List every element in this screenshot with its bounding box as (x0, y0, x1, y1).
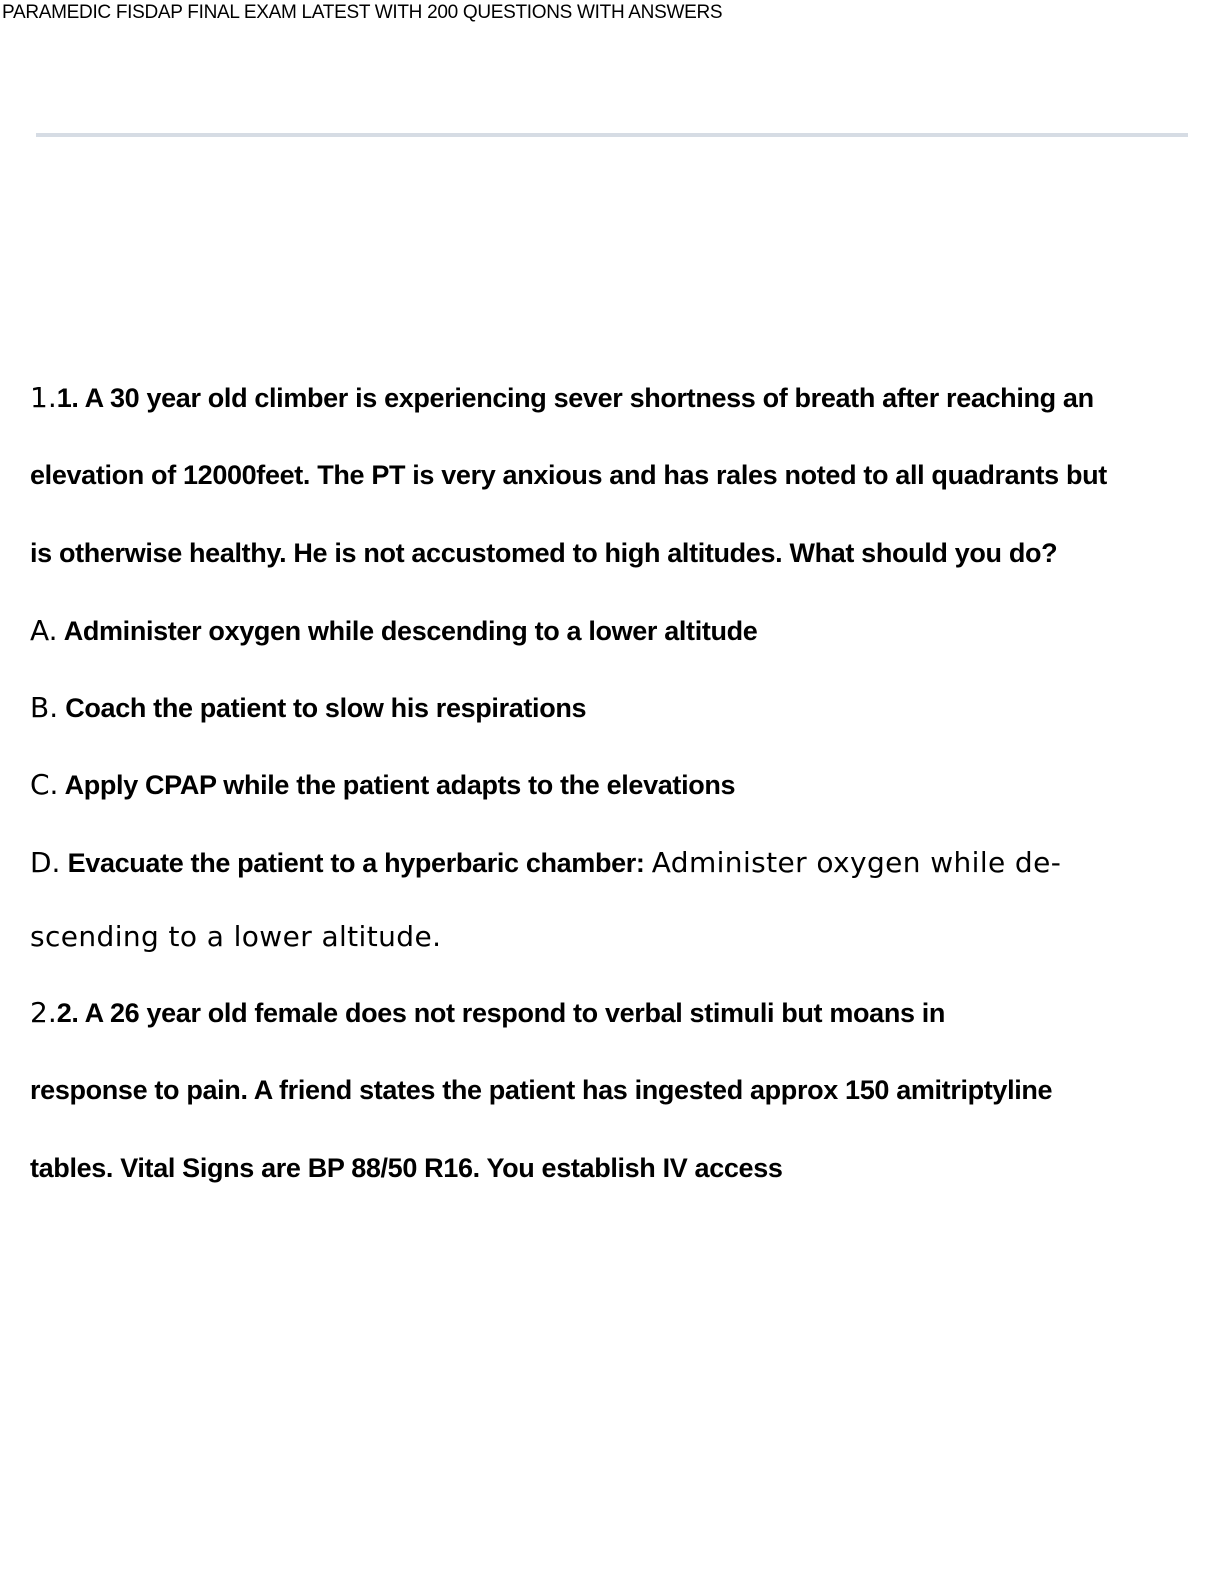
question-1-stem-line-2: elevation of 12000feet. The PT is very anxious and has rales noted to all quadrants but (30, 460, 1107, 490)
question-1-answer-line-2 (30, 920, 441, 954)
option-b-text: Coach the patient to slow his respirations (65, 693, 587, 723)
question-2-stem-text: 2. A 26 year old female does not respond to verbal stimuli but moans in (56, 998, 946, 1028)
option-d-letter: D. (30, 846, 61, 879)
question-2-stem-line-2: response to pain. A friend states the patient has ingested approx 150 amitriptyline (30, 1075, 1053, 1105)
option-a-letter: A. (30, 614, 58, 647)
question-1-option-b (30, 691, 586, 725)
question-1-option-c (30, 768, 735, 802)
question-2-number: 2. (30, 996, 57, 1029)
option-c-letter: C. (30, 768, 59, 801)
question-1-stem-line-1 (30, 381, 1094, 415)
question-1-stem-line-3: is otherwise healthy. He is not accustomed to high altitudes. What should you do? (30, 538, 1058, 568)
question-2-stem-line-3: tables. Vital Signs are BP 88/50 R16. You establish IV access (30, 1153, 783, 1183)
question-2-stem-line-1 (30, 996, 945, 1030)
question-1-option-a (30, 614, 757, 648)
option-c-text: Apply CPAP while the patient adapts to the elevations (64, 770, 736, 800)
option-d-text: Evacuate the patient to a hyperbaric chamber: (67, 848, 645, 878)
document-header-title: PARAMEDIC FISDAP FINAL EXAM LATEST WITH 200 QUESTIONS WITH ANSWERS (2, 2, 723, 23)
option-b-letter: B. (30, 691, 59, 724)
header-divider (36, 133, 1188, 137)
question-1-option-d (30, 846, 1061, 880)
question-1-answer-part-1: Administer oxygen while de- (651, 846, 1062, 879)
option-a-text: Administer oxygen while descending to a lower altitude (63, 616, 758, 646)
question-1-number: 1. (30, 381, 57, 414)
question-1-stem-text: 1. A 30 year old climber is experiencing sever shortness of breath after reaching an (56, 383, 1094, 413)
question-1-answer-part-2: scending to a lower altitude. (30, 920, 442, 953)
